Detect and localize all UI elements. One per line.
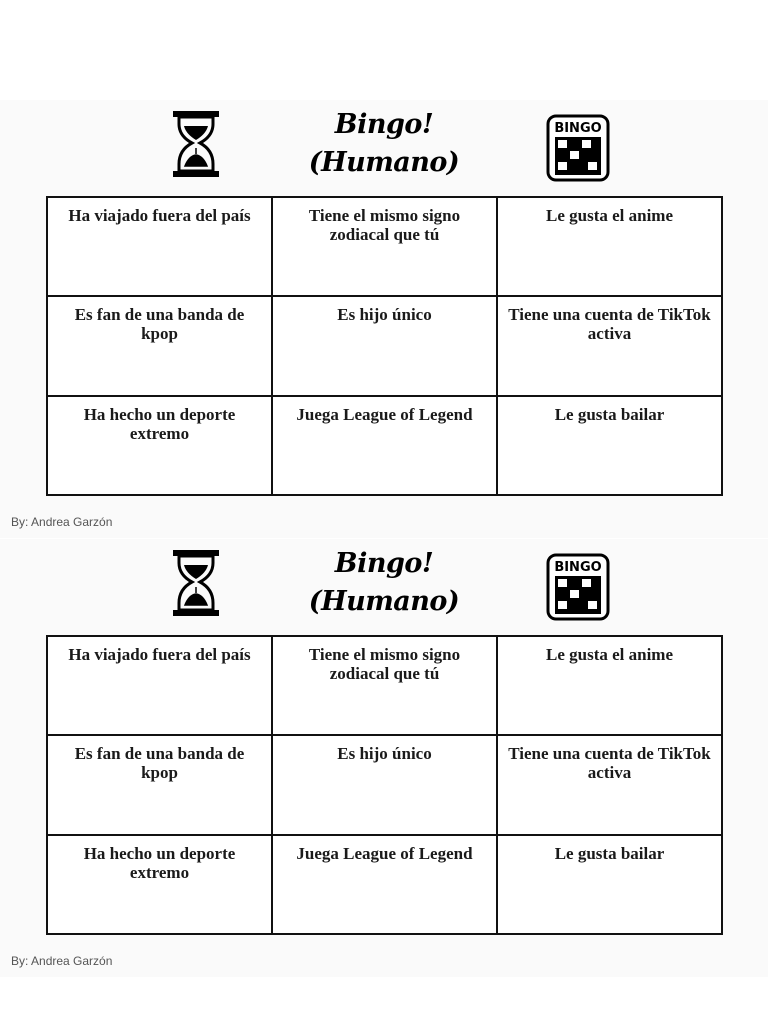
title-line-2: (Humano) [308, 586, 460, 617]
grid-cell: Ha viajado fuera del país [47, 636, 272, 735]
bingo-card-1 [0, 100, 768, 538]
title-line-2: (Humano) [308, 147, 460, 178]
grid-cell: Es hijo único [272, 296, 497, 395]
grid-row [47, 835, 722, 934]
bingo-icon-text: BINGO [554, 560, 602, 575]
hourglass-icon [171, 549, 221, 617]
grid-row [47, 396, 722, 495]
bingo-card-icon [546, 114, 610, 182]
byline: By: Andrea Garzón [11, 515, 113, 529]
bingo-card-icon [546, 553, 610, 621]
grid-cell: Es fan de una banda de kpop [47, 296, 272, 395]
bingo-grid [46, 635, 723, 935]
grid-cell: Juega League of Legend [272, 396, 497, 495]
grid-cell: Tiene el mismo signo zodiacal que tú [272, 636, 497, 735]
grid-row [47, 197, 722, 296]
grid-cell: Ha hecho un deporte extremo [47, 835, 272, 934]
grid-row [47, 636, 722, 735]
title-line-1: Bingo! [334, 548, 434, 579]
grid-cell: Le gusta bailar [497, 396, 722, 495]
grid-cell: Le gusta el anime [497, 197, 722, 296]
grid-cell: Es fan de una banda de kpop [47, 735, 272, 834]
grid-cell: Juega League of Legend [272, 835, 497, 934]
grid-cell: Tiene el mismo signo zodiacal que tú [272, 197, 497, 296]
bingo-grid [46, 196, 723, 496]
grid-cell: Ha viajado fuera del país [47, 197, 272, 296]
bingo-card-2 [0, 539, 768, 977]
grid-row [47, 296, 722, 395]
card-title [284, 545, 484, 621]
byline: By: Andrea Garzón [11, 954, 113, 968]
bingo-icon-text: BINGO [554, 121, 602, 136]
grid-row [47, 735, 722, 834]
title-line-1: Bingo! [334, 109, 434, 140]
grid-cell: Tiene una cuenta de TikTok activa [497, 735, 722, 834]
grid-cell: Le gusta bailar [497, 835, 722, 934]
grid-cell: Es hijo único [272, 735, 497, 834]
hourglass-icon [171, 110, 221, 178]
grid-cell: Tiene una cuenta de TikTok activa [497, 296, 722, 395]
card-title [284, 106, 484, 182]
grid-cell: Le gusta el anime [497, 636, 722, 735]
grid-cell: Ha hecho un deporte extremo [47, 396, 272, 495]
